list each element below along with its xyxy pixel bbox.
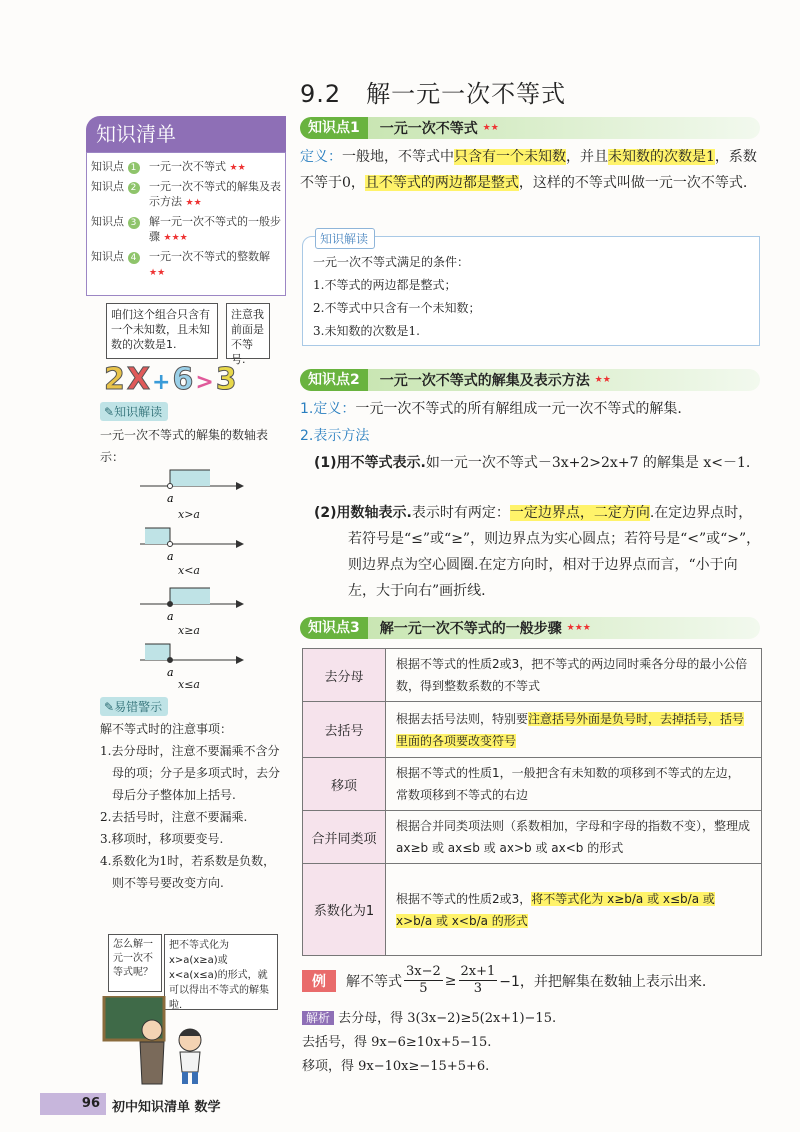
number-line-3 <box>140 580 250 628</box>
kp-label: 知识点2 <box>300 369 368 391</box>
solution-step: 去分母，得 3(3x−2)≥5(2x+1)−15. <box>338 1011 557 1026</box>
kp2-item-2 <box>314 500 762 604</box>
kp1-definition <box>300 144 762 196</box>
reading-lines <box>313 251 480 343</box>
star-icon: ★★ <box>594 375 611 385</box>
number-line-4 <box>140 636 250 684</box>
tag-warning <box>100 697 168 716</box>
speech-bubble-left: 咱们这个组合只含有一个未知数，且未知数的次数是1. <box>106 303 218 359</box>
kp2-item-1 <box>314 450 762 476</box>
warning-item: 2.去括号时，注意不要漏乘. <box>100 810 248 824</box>
table-row <box>303 649 762 702</box>
solution-step: 去括号，得 9x−6≥10x+5−15. <box>302 1035 492 1050</box>
example-line <box>302 964 706 997</box>
note-icon: ✎ <box>104 700 115 714</box>
table-row <box>303 758 762 811</box>
caption: x≥a <box>178 624 200 637</box>
highlight: 且不等式的两边都是整式 <box>364 175 519 191</box>
step-name: 移项 <box>303 758 386 811</box>
combo-char: 6 <box>172 362 196 397</box>
step-desc: 根据合并同类项法则（系数相加，字母和字母的指数不变），整理成 ax≥b 或 ax≤b 或 ax>b 或 ax<b 的形式 <box>386 811 762 864</box>
number-line-1 <box>140 462 250 510</box>
rep-label: 2.表示方法 <box>300 428 370 444</box>
star-icon: ★★ <box>482 123 499 133</box>
combo-char: > <box>195 370 216 395</box>
tag-label: 知识解读 <box>114 405 163 419</box>
reading-line: 2.不等式中只含有一个未知数； <box>313 301 481 315</box>
solution-tag: 解析 <box>302 1011 334 1025</box>
toc-num: 1 <box>128 162 140 174</box>
table-row <box>303 811 762 864</box>
step-desc: 根据不等式的性质1，一般把含有未知数的项移到不等式的左边，常数项移到不等式的右边 <box>386 758 762 811</box>
point-label: a <box>167 550 174 563</box>
fraction-den: 5 <box>419 981 428 996</box>
def-label: 1.定义： <box>300 401 356 417</box>
star-icon: ★★★ <box>163 233 188 243</box>
fraction-num: 3x−2 <box>406 964 441 979</box>
tag-knowledge <box>100 402 168 421</box>
star-icon: ★★ <box>185 198 202 208</box>
student-bubble: 把不等式化为x>a(x≥a)或x<a(x≤a)的形式，就可以得出不等式的解集啦. <box>164 934 278 1010</box>
highlight: 将不等式化为 x≥b/a 或 x≤b/a 或 x>b/a 或 x<b/a 的形式 <box>396 891 715 928</box>
toc-key: 知识点 <box>91 160 124 173</box>
item-text: .在定边界点时，若符号是“≤”或“≥”，则边界点为实心圆点；若符号是“<”或“>”，则边界点为空心圆圈.在定方向时，相对于边界点而言，“小于向左，大于向右”画折线. <box>348 505 761 599</box>
example-text: −1，并把解集在数轴上表示出来. <box>499 973 707 990</box>
kp-title-bar <box>368 369 760 391</box>
caption: x<a <box>178 564 200 577</box>
toc-num: 4 <box>128 252 140 264</box>
example-text: 解不等式 <box>346 973 402 990</box>
star-icon: ★★ <box>229 163 246 173</box>
page-number: 96 <box>40 1093 106 1115</box>
toc-item-1[interactable] <box>91 159 281 176</box>
fraction-num: 2x+1 <box>460 964 496 979</box>
toc-header: 知识清单 <box>86 116 286 152</box>
caption: x>a <box>178 508 200 521</box>
toc-item-4[interactable] <box>91 249 281 281</box>
def-label: 定义： <box>300 149 342 165</box>
toc-text: 一元一次不等式 <box>149 160 226 173</box>
warning-title: 解不等式时的注意事项： <box>100 722 233 736</box>
number-line-2 <box>140 520 250 568</box>
table-row <box>303 864 762 956</box>
solution <box>302 1006 762 1079</box>
kp-title-bar <box>368 617 760 639</box>
def-text: 一元一次不等式的所有解组成一元一次不等式的解集. <box>355 401 682 417</box>
toc-text: 一元一次不等式的解集及表示方法 <box>149 180 281 208</box>
highlight: 一定边界点，二定方向 <box>509 505 650 521</box>
toc-text: 一元一次不等式的整数解 <box>149 250 270 263</box>
toc-num: 2 <box>128 182 140 194</box>
warning-item: 3.移项时，移项要变号. <box>100 832 224 846</box>
book-title: 初中知识清单 数学 <box>112 1100 221 1115</box>
toc-key: 知识点 <box>91 215 124 228</box>
page-title: 9.2 解一元一次不等式 <box>300 80 567 108</box>
kp1-reading-box <box>302 232 760 346</box>
item-lead: (1)用不等式表示. <box>314 455 426 471</box>
highlight: 注意括号外面是负号时，去掉括号，括号里面的各项要改变符号 <box>396 711 745 748</box>
combo-char: + <box>152 370 173 395</box>
item-text: 表示时有两定： <box>411 505 510 521</box>
fraction-2 <box>459 964 498 997</box>
star-icon: ★★ <box>149 268 166 278</box>
toc-key: 知识点 <box>91 250 124 263</box>
step-desc <box>386 864 762 956</box>
step-name: 去分母 <box>303 649 386 702</box>
kp3-header <box>300 616 760 640</box>
example-tag: 例 <box>302 970 336 992</box>
reading-line: 3.未知数的次数是1. <box>313 324 420 338</box>
step-name: 系数化为1 <box>303 864 386 956</box>
toc-num: 3 <box>128 217 140 229</box>
fraction-1 <box>404 964 443 997</box>
toc-item-3[interactable] <box>91 214 281 246</box>
speech-bubble-right: 注意我前面是不等号. <box>226 303 270 359</box>
item-text: 如一元一次不等式－3x+2>2x+7 的解集是 x<－1. <box>425 455 751 471</box>
highlight: 只含有一个未知数 <box>454 149 566 165</box>
kp1-header <box>300 116 760 140</box>
step-desc-text: 根据不等式的性质2或3， <box>396 891 532 906</box>
toc-item-2[interactable] <box>91 179 281 211</box>
item-lead: (2)用数轴表示. <box>314 505 412 521</box>
point-label: a <box>167 610 174 623</box>
point-label: a <box>167 492 174 505</box>
solution-step: 移项，得 9x−10x≥−15+5+6. <box>302 1059 490 1074</box>
kp-title: 解一元一次不等式的一般步骤 <box>379 621 562 637</box>
combo-char: X <box>126 362 153 397</box>
toc-list <box>86 152 286 296</box>
table-row <box>303 702 762 758</box>
warning-item: 4.系数化为1时，若系数是负数，则不等号要改变方向. <box>100 854 276 890</box>
kp2-definition <box>300 396 762 422</box>
relation: ≥ <box>444 972 457 989</box>
note-icon: ✎ <box>104 405 115 419</box>
step-name: 合并同类项 <box>303 811 386 864</box>
step-desc: 根据不等式的性质2或3，把不等式的两边同时乘各分母的最小公倍数，得到整数系数的不等式 <box>386 649 762 702</box>
highlight: 未知数的次数是1 <box>608 149 715 165</box>
step-desc-text: 根据去括号法则，特别要 <box>396 711 529 726</box>
teacher-bubble: 怎么解一元一次不等式呢？ <box>108 934 162 992</box>
kp2-header <box>300 368 760 392</box>
reading-line: 1.不等式的两边都是整式； <box>313 278 457 292</box>
cartoon-illustration <box>100 996 280 1086</box>
caption: x≤a <box>178 678 200 691</box>
combo-figure <box>104 362 239 397</box>
kp-label: 知识点3 <box>300 617 368 639</box>
def-text: 一般地，不等式中 <box>342 149 454 165</box>
kp-label: 知识点1 <box>300 117 368 139</box>
combo-char: 2 <box>104 362 127 397</box>
steps-table <box>302 648 762 956</box>
kp-title-bar <box>368 117 760 139</box>
step-name: 去括号 <box>303 702 386 758</box>
warning-list <box>100 740 284 894</box>
toc-text: 解一元一次不等式的一般步骤 <box>149 215 281 243</box>
fraction-den: 3 <box>473 981 483 996</box>
def-text: ，这样的不等式叫做一元一次不等式. <box>518 175 748 191</box>
warning-item: 1.去分母时，注意不要漏乘不含分母的项；分子是多项式时，去分母后分子整体加上括号. <box>100 744 281 802</box>
numberline-intro: 一元一次不等式的解集的数轴表示： <box>100 428 269 464</box>
toc-key: 知识点 <box>91 180 124 193</box>
kp-title: 一元一次不等式的解集及表示方法 <box>379 373 590 389</box>
def-text: ，系数不等于0， <box>300 149 757 191</box>
kp-title: 一元一次不等式 <box>379 121 478 137</box>
tag-label: 易错警示 <box>114 700 163 714</box>
point-label: a <box>167 666 174 679</box>
step-desc <box>386 702 762 758</box>
reading-line: 一元一次不等式满足的条件： <box>313 255 470 269</box>
reading-tag: 知识解读 <box>315 228 375 249</box>
combo-char: 3 <box>215 362 239 397</box>
star-icon: ★★★ <box>566 623 591 633</box>
def-text: ，并且 <box>566 149 608 165</box>
